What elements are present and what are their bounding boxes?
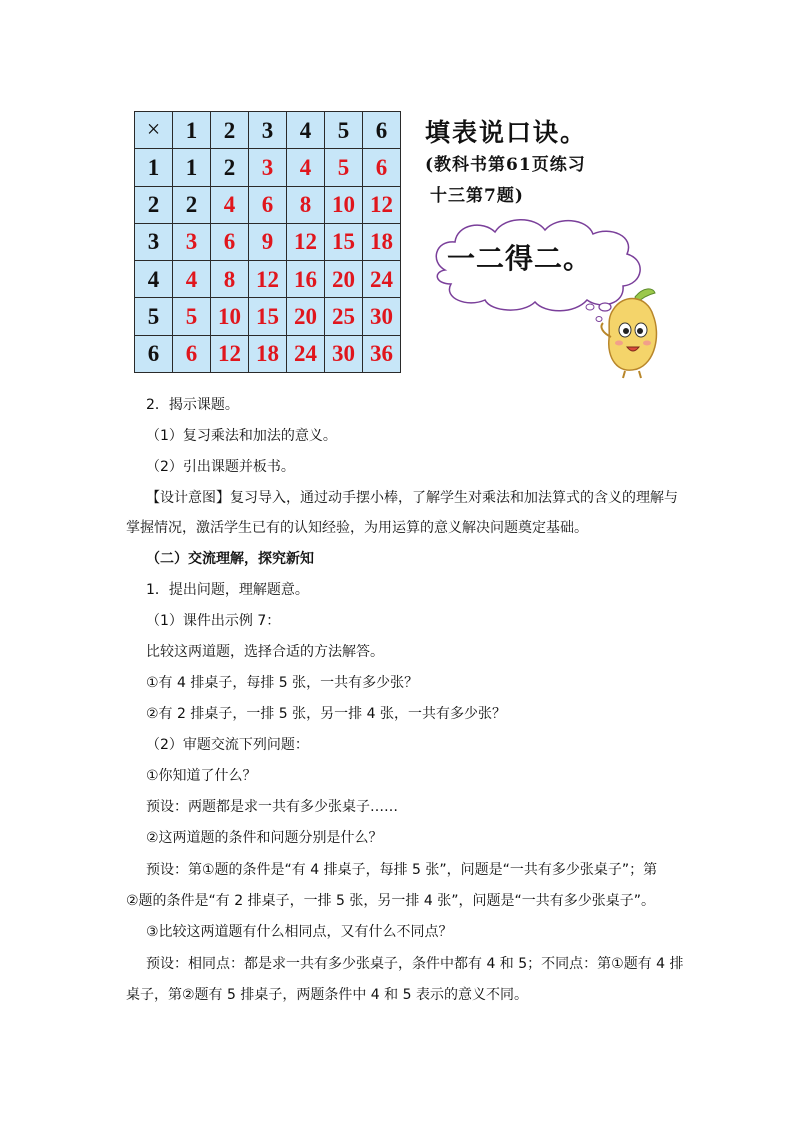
body-line: 2．揭示课题。 bbox=[146, 397, 239, 413]
product-cell: 5 bbox=[173, 298, 211, 335]
product-cell: 6 bbox=[363, 149, 401, 186]
product-cell: 12 bbox=[211, 335, 249, 372]
product-cell: 9 bbox=[249, 223, 287, 260]
product-cell: 18 bbox=[249, 335, 287, 372]
product-cell: 4 bbox=[173, 261, 211, 298]
product-cell: 20 bbox=[287, 298, 325, 335]
product-cell: 18 bbox=[363, 223, 401, 260]
product-cell: 30 bbox=[363, 298, 401, 335]
product-cell: 30 bbox=[325, 335, 363, 372]
product-cell: 24 bbox=[287, 335, 325, 372]
product-cell: 6 bbox=[211, 223, 249, 260]
product-cell: 25 bbox=[325, 298, 363, 335]
product-cell: 10 bbox=[211, 298, 249, 335]
product-cell: 36 bbox=[363, 335, 401, 372]
product-cell: 12 bbox=[363, 186, 401, 223]
product-cell: 4 bbox=[287, 149, 325, 186]
body-line: ②有 2 排桌子，一排 5 张，另一排 4 张，一共有多少张？ bbox=[146, 706, 506, 722]
product-cell: 3 bbox=[173, 223, 211, 260]
product-cell: 6 bbox=[173, 335, 211, 372]
answer-line1: 预设：第①题的条件是“有 4 排桌子，每排 5 张”，问题是“一共有多少张桌子”；第 bbox=[146, 862, 658, 878]
column-header: 1 bbox=[173, 112, 211, 149]
textbook-reference-line1: (教科书第61页练习 bbox=[425, 155, 586, 175]
product-cell: 12 bbox=[287, 223, 325, 260]
speech-text: 一二得二。 bbox=[447, 242, 593, 275]
product-cell: 2 bbox=[173, 186, 211, 223]
product-cell: 8 bbox=[287, 186, 325, 223]
column-header: 4 bbox=[287, 112, 325, 149]
body-line: （2）引出课题并板书。 bbox=[146, 459, 295, 475]
product-cell: 2 bbox=[211, 149, 249, 186]
answer-line2: ②题的条件是“有 2 排桌子，一排 5 张，另一排 4 张”，问题是“一共有多少张桌子”。 bbox=[126, 893, 655, 909]
section-heading: （二）交流理解，探究新知 bbox=[146, 551, 314, 567]
body-line: （1）课件出示例 7： bbox=[146, 613, 281, 629]
row-header: 2 bbox=[135, 186, 173, 223]
body-line: ②这两道题的条件和问题分别是什么？ bbox=[146, 830, 383, 846]
column-header: 3 bbox=[249, 112, 287, 149]
operator-cell: × bbox=[135, 112, 173, 149]
body-line: 1．提出问题，理解题意。 bbox=[146, 582, 309, 598]
row-header: 6 bbox=[135, 335, 173, 372]
body-line: ①有 4 排桌子，每排 5 张，一共有多少张？ bbox=[146, 675, 419, 691]
design-intent-line2: 掌握情况，激活学生已有的认知经验，为用运算的意义解决问题奠定基础。 bbox=[126, 520, 588, 536]
product-cell: 16 bbox=[287, 261, 325, 298]
textbook-reference-line2: 十三第7题) bbox=[430, 186, 524, 206]
body-line: ③比较这两道题有什么相同点，又有什么不同点？ bbox=[146, 924, 453, 940]
product-cell: 15 bbox=[249, 298, 287, 335]
product-cell: 5 bbox=[325, 149, 363, 186]
potato-mascot-icon bbox=[575, 285, 665, 380]
product-cell: 6 bbox=[249, 186, 287, 223]
answer-line1: 预设：相同点：都是求一共有多少张桌子，条件中都有 4 和 5；不同点：第①题有 4 排 bbox=[146, 956, 684, 972]
row-header: 3 bbox=[135, 223, 173, 260]
task-title: 填表说口诀。 bbox=[425, 118, 588, 147]
row-header: 4 bbox=[135, 261, 173, 298]
product-cell: 4 bbox=[211, 186, 249, 223]
column-header: 6 bbox=[363, 112, 401, 149]
body-line: ①你知道了什么？ bbox=[146, 768, 257, 784]
design-intent-line1: 【设计意图】复习导入，通过动手摆小棒，了解学生对乘法和加法算式的含义的理解与 bbox=[146, 490, 678, 506]
body-line: 预设：两题都是求一共有多少张桌子…… bbox=[146, 799, 398, 815]
product-cell: 3 bbox=[249, 149, 287, 186]
product-cell: 8 bbox=[211, 261, 249, 298]
answer-line2: 桌子，第②题有 5 排桌子，两题条件中 4 和 5 表示的意义不同。 bbox=[126, 987, 528, 1003]
product-cell: 12 bbox=[249, 261, 287, 298]
column-header: 2 bbox=[211, 112, 249, 149]
product-cell: 24 bbox=[363, 261, 401, 298]
product-cell: 10 bbox=[325, 186, 363, 223]
multiplication-table bbox=[134, 111, 401, 373]
product-cell: 20 bbox=[325, 261, 363, 298]
row-header: 5 bbox=[135, 298, 173, 335]
product-cell: 1 bbox=[173, 149, 211, 186]
body-line: （1）复习乘法和加法的意义。 bbox=[146, 428, 337, 444]
column-header: 5 bbox=[325, 112, 363, 149]
row-header: 1 bbox=[135, 149, 173, 186]
product-cell: 15 bbox=[325, 223, 363, 260]
body-line: 比较这两道题，选择合适的方法解答。 bbox=[146, 644, 384, 660]
body-line: （2）审题交流下列问题： bbox=[146, 737, 309, 753]
